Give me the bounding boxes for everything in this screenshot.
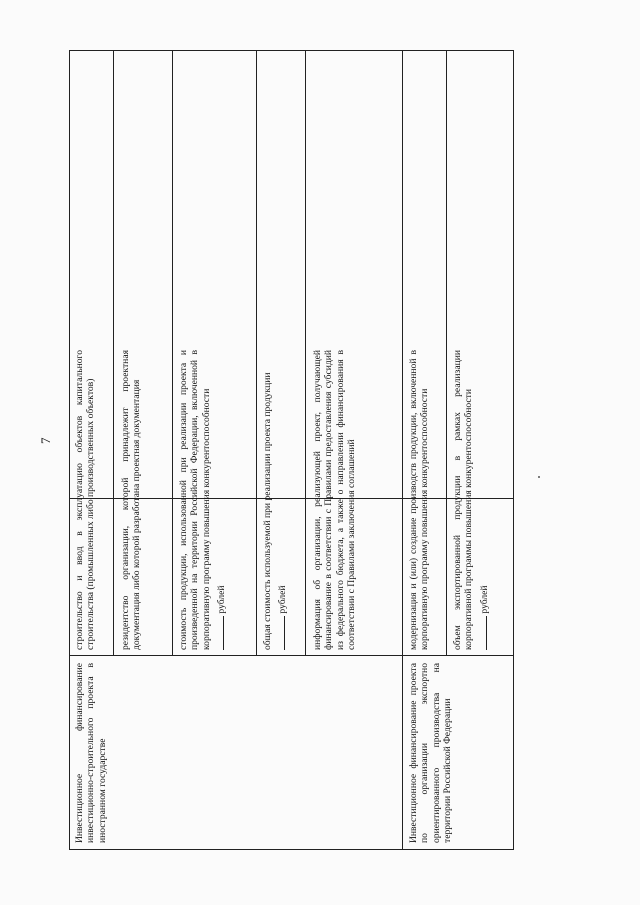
page-number: 7	[38, 437, 53, 444]
criterion-cell: резидентство организации, которой принадлежит проектная документация либо которой разработана проектная документация	[120, 350, 143, 650]
sub-row-divider	[113, 51, 114, 656]
rub-line	[275, 350, 288, 650]
blank-field	[477, 616, 487, 650]
criterion-cell: информация об организации, реализующей проект, получающей финансирование в соответствии с Правилами предоставления субсидий из федерального бюджета, а также о направлении финансирования в соответствии с Правилами заключения соглашений	[312, 350, 358, 650]
sub-row-divider	[305, 51, 306, 656]
row-divider	[402, 51, 403, 849]
criterion-text: стоимость продукции, использованной при реализации проекта и произведенной на территории Российской Федерации, включенной в корпоративную программу повышения конкурентоспособности	[178, 350, 212, 650]
sub-row-divider	[256, 51, 257, 656]
blank-field	[214, 616, 224, 650]
criterion-cell: строительство и ввод в эксплуатацию объектов капитального строительства (промышленных либо производственных объектов)	[74, 350, 97, 650]
criteria-table	[69, 50, 514, 850]
rotated-table-container	[69, 50, 514, 850]
criterion-text: объем экспортированной продукции в рамках реализации корпоративной программы повышения конкурентоспособности	[452, 350, 475, 650]
sub-row-divider	[446, 51, 447, 656]
scan-speck	[538, 476, 540, 478]
rub-label: рублей	[216, 585, 228, 614]
rub-line	[477, 350, 490, 650]
criterion-cell	[452, 350, 490, 650]
criterion-cell	[178, 350, 228, 650]
criterion-cell	[262, 350, 289, 650]
blank-field	[275, 616, 285, 650]
rub-label: рублей	[478, 585, 490, 614]
rub-label: рублей	[277, 585, 289, 614]
project-name-cell: Инвестиционное финансирование проекта по организации экспортно ориентированного производства на территории Российской Федерации	[408, 663, 454, 843]
criterion-text: общая стоимость используемой при реализации проекта продукции	[262, 372, 273, 650]
rub-line	[214, 350, 227, 650]
sub-row-divider	[172, 51, 173, 656]
criterion-cell: модернизация и (или) создание производств продукции, включенной в корпоративную программу повышения конкурентоспособности	[408, 350, 431, 650]
project-name-cell: Инвестиционное финансирование инвестиционно-строительного проекта в иностранном государстве	[74, 663, 108, 843]
